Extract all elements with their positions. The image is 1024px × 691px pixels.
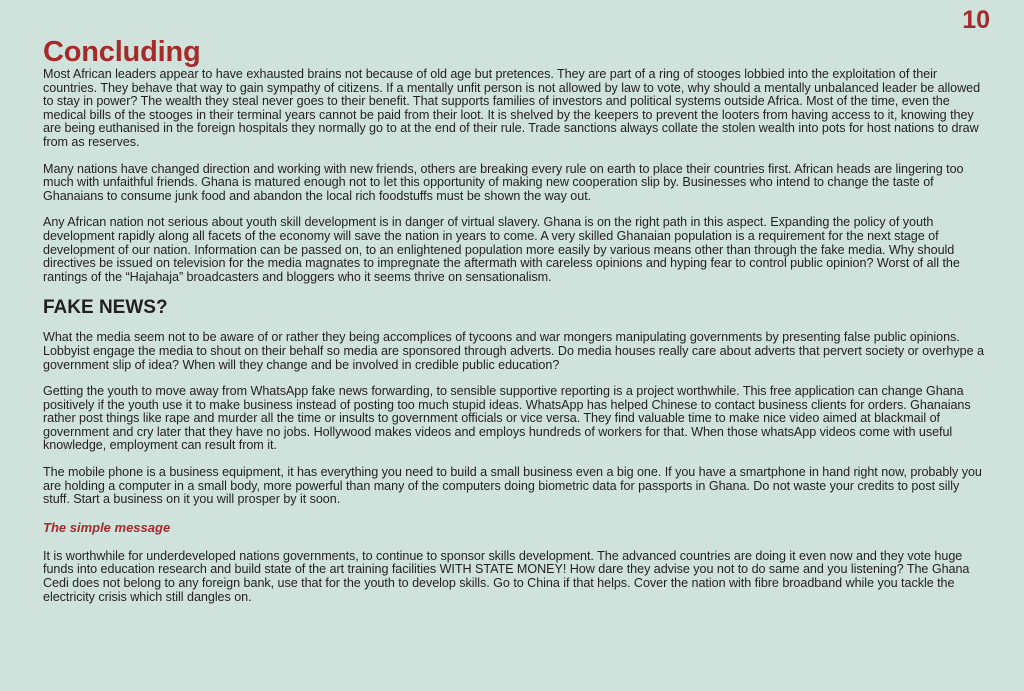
paragraph: Getting the youth to move away from WhatsApp fake news forwarding, to sensible supportive reporting is a project worthwhile. This free application can change Ghana positively if the youth use it to make business instead of posting too much stupid ideas. WhatsApp has helped Chinese to contact business clients for orders. Ghanaians rather post things like rape and murder all the time or insults to government officials or vice versa. They find valuable time to make nice video aimed at blackmail of government and cry later that they have no jobs. Hollywood makes videos and employs hundreds of workers for that. When those whatsApp videos come with useful knowledge, employment can result from it. bbox=[43, 384, 971, 453]
page-number: 10 bbox=[962, 6, 990, 34]
paragraph: Any African nation not serious about youth skill development is in danger of virtual slavery. Ghana is on the right path in this aspect. Expanding the policy of youth development rapidly along all facets of the economy will save the nation in years to come. A very skilled Ghanaian population is a requirement for the next stage of development of our nation. Information can be passed on, to an enlightened population more easily by various means other than through the fake media. Why should directives be issued on television for the media magnates to impregnate the aftermath with careless opinions and hyping fear to control public opinion? Worst of all the rantings of the “Hajahaja” broadcasters and bloggers who it seems thrive on sensationalism. bbox=[43, 215, 960, 284]
article-body bbox=[43, 36, 988, 617]
paragraph: Many nations have changed direction and working with new friends, others are breaking every rule on earth to place their countries first. African heads are lingering too much with unfaithful friends. Ghana is matured enough not to let this opportunity of making new cooperation slip by. Businesses who intend to change the taste of Ghanaians to consume junk food and abandon the local rich foodstuffs must be shown the way out. bbox=[43, 161, 964, 203]
section-title-fake-news: FAKE NEWS? bbox=[43, 297, 168, 319]
paragraph: What the media seem not to be aware of or rather they being accomplices of tycoons and war mongers manipulating governments by presenting false public opinions. Lobbyist engage the media to shout on their behalf so media are sponsored through adverts. Do media houses really care about adverts that pervert society or overhype a government slip of idea? When will they change and be involved in credible public education? bbox=[43, 330, 984, 372]
section-title-concluding: Concluding bbox=[43, 36, 201, 68]
paragraph: It is worthwhile for underdeveloped nations governments, to continue to sponsor skills development. The advanced countries are doing it even now and they vote huge funds into education research and build state of the art training facilities WITH STATE MONEY! How dare they advise you not to do same and you listening? The Ghana Cedi does not belong to any foreign bank, use that for the youth to develop skills. Go to China if that helps. Cover the nation with fibre broadband while you tackle the electricity crisis which still dangles on. bbox=[43, 548, 970, 604]
paragraph: Most African leaders appear to have exhausted brains not because of old age but pretences. They are part of a ring of stooges lobbied into the exploitation of their countries. They behave that way to gain sympathy of citizens. If a mentally unfit person is not allowed by law to vote, why should a mentally unbalanced leader be allowed to stay in power? The wealth they steal never goes to their benefit. That supports families of investors and political systems outside Africa. Most of the time, even the medical bills of the stooges in their terminal years cannot be paid from their loot. It is shelved by the keepers to prevent the looters from having access to it, knowing they are being euthanised in the foreign hospitals they normally go to at the end of their rule. Trade sanctions always collate the stolen wealth into pots for host nations to draw from as reserves. bbox=[43, 67, 981, 149]
paragraph: The mobile phone is a business equipment, it has everything you need to build a small business even a big one. If you have a smartphone in hand right now, probably you are holding a computer in a small body, more powerful than many of the computers doing biometric data for passports in Ghana. Do not waste your credits to post silly stuff. Start a business on it you will prosper by it soon. bbox=[43, 465, 982, 507]
subsection-title-simple-message: The simple message bbox=[43, 519, 171, 535]
